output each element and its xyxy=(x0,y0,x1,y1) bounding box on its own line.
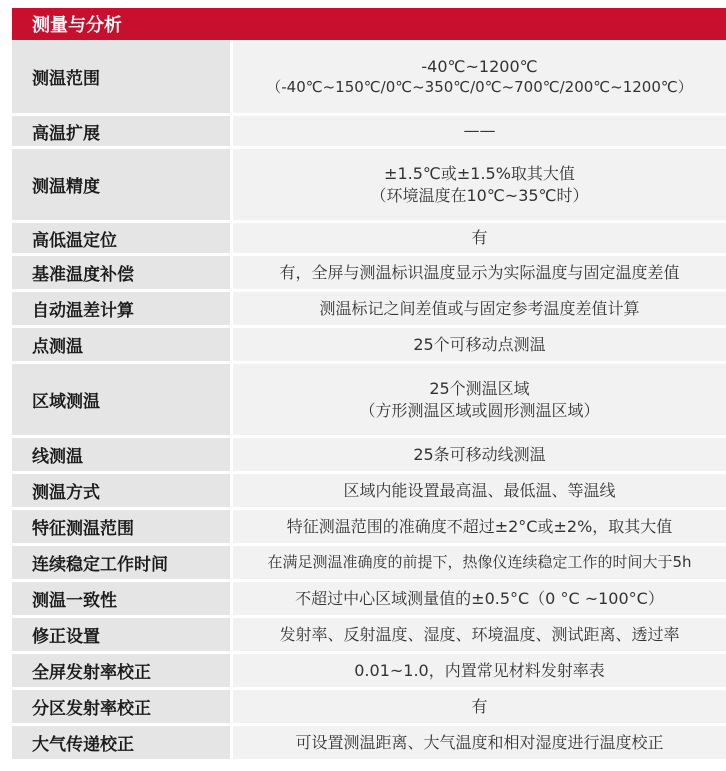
value-line: -40℃~1200℃ xyxy=(421,56,538,76)
row-label: 自动温差计算 xyxy=(12,292,230,325)
table-row xyxy=(12,116,726,149)
table-row xyxy=(12,149,726,223)
table-row xyxy=(12,40,726,116)
table-row xyxy=(12,474,726,510)
table-row xyxy=(12,618,726,654)
row-label: 高温扩展 xyxy=(12,116,230,146)
row-value xyxy=(233,618,726,651)
row-value xyxy=(233,546,726,579)
table-row xyxy=(12,654,726,690)
row-value xyxy=(233,438,726,471)
row-value xyxy=(233,510,726,543)
row-label: 修正设置 xyxy=(12,618,230,651)
value-line: 25个可移动点测温 xyxy=(413,334,546,354)
row-value xyxy=(233,149,726,220)
row-label: 特征测温范围 xyxy=(12,510,230,543)
value-line: 特征测温范围的准确度不超过±2°C或±2%，取其大值 xyxy=(286,516,673,536)
value-line: 不超过中心区域测量值的±0.5°C（0 °C ~100°C） xyxy=(295,588,664,608)
value-line: 在满足测温准确度的前提下，热像仪连续稳定工作的时间大于5h xyxy=(267,553,692,572)
row-label: 点测温 xyxy=(12,328,230,361)
value-line: 有 xyxy=(471,696,488,716)
value-line: —— xyxy=(463,121,496,141)
row-value xyxy=(233,474,726,507)
value-line: （方形测温区域或圆形测温区域） xyxy=(359,400,600,420)
row-label: 测温方式 xyxy=(12,474,230,507)
spec-table xyxy=(12,40,726,762)
section-header xyxy=(12,8,726,40)
section-title: 测量与分析 xyxy=(32,15,122,36)
row-label: 大气传递校正 xyxy=(12,726,230,759)
table-row xyxy=(12,328,726,364)
row-value xyxy=(233,223,726,253)
value-line: 有 xyxy=(471,228,488,248)
row-value xyxy=(233,582,726,615)
row-label: 基准温度补偿 xyxy=(12,256,230,289)
row-label: 全屏发射率校正 xyxy=(12,654,230,687)
row-label: 高低温定位 xyxy=(12,223,230,253)
value-line: ±1.5℃或±1.5%取其大值 xyxy=(384,163,575,183)
row-value xyxy=(233,292,726,325)
row-label: 连续稳定工作时间 xyxy=(12,546,230,579)
value-line: 区域内能设置最高温、最低温、等温线 xyxy=(343,480,616,500)
table-row xyxy=(12,546,726,582)
value-line: 有，全屏与测温标识温度显示为实际温度与固定温度差值 xyxy=(279,262,680,282)
row-label: 测温精度 xyxy=(12,149,230,220)
table-row xyxy=(12,223,726,256)
row-label: 区域测温 xyxy=(12,364,230,435)
row-value xyxy=(233,726,726,759)
value-line: 25条可移动线测温 xyxy=(413,444,546,464)
value-line: 0.01~1.0，内置常见材料发射率表 xyxy=(354,660,605,680)
row-label: 测温范围 xyxy=(12,40,230,113)
row-value xyxy=(233,116,726,146)
table-row xyxy=(12,582,726,618)
table-row xyxy=(12,292,726,328)
value-line: 可设置测温距离、大气温度和相对湿度进行温度校正 xyxy=(295,732,664,752)
row-label: 分区发射率校正 xyxy=(12,690,230,723)
table-row xyxy=(12,690,726,726)
value-line: （环境温度在10℃~35℃时） xyxy=(370,185,589,205)
row-value xyxy=(233,256,726,289)
value-line: 测温标记之间差值或与固定参考温度差值计算 xyxy=(319,298,640,318)
row-value xyxy=(233,364,726,435)
table-row xyxy=(12,364,726,438)
row-label: 线测温 xyxy=(12,438,230,471)
table-row xyxy=(12,510,726,546)
row-value xyxy=(233,690,726,723)
table-row xyxy=(12,256,726,292)
row-value xyxy=(233,328,726,361)
table-row xyxy=(12,726,726,762)
table-row xyxy=(12,438,726,474)
row-value xyxy=(233,40,726,113)
row-label: 测温一致性 xyxy=(12,582,230,615)
value-line: 发射率、反射温度、湿度、环境温度、测试距离、透过率 xyxy=(279,624,680,644)
value-line: （-40℃~150℃/0℃~350℃/0℃~700℃/200℃~1200℃） xyxy=(266,78,693,97)
value-line: 25个测温区域 xyxy=(429,378,530,398)
row-value xyxy=(233,654,726,687)
